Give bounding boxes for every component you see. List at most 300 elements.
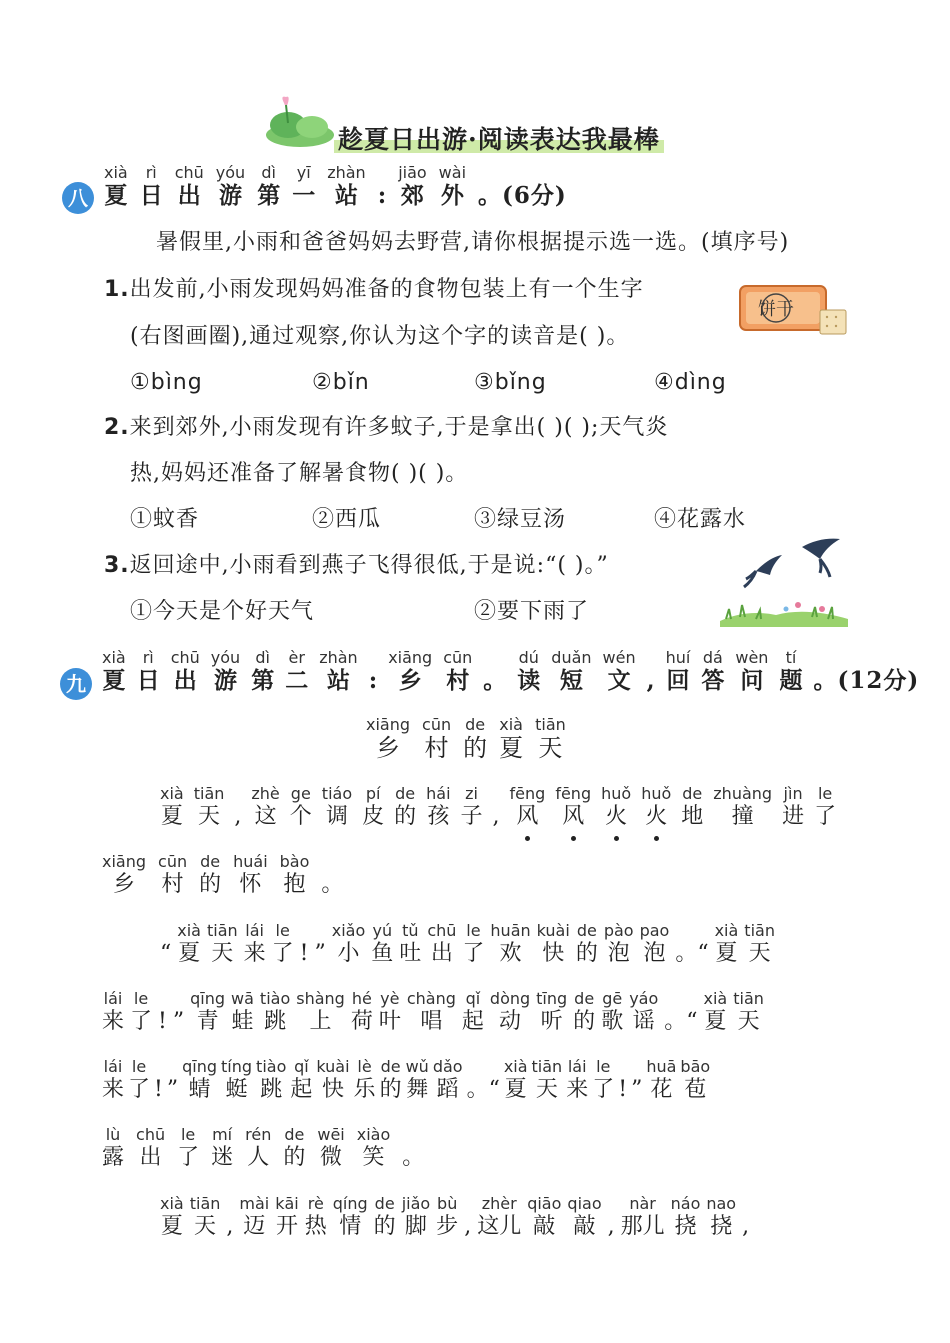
hanzi: 来 bbox=[102, 1009, 125, 1034]
pinyin: yóu bbox=[210, 648, 241, 667]
pinyin: chū bbox=[427, 921, 457, 940]
story-line-4 bbox=[102, 990, 770, 1036]
ruby-char bbox=[463, 716, 487, 762]
hanzi: 蛙 bbox=[231, 1009, 254, 1034]
pinyin: de bbox=[576, 921, 597, 940]
ruby-char bbox=[517, 649, 540, 695]
hanzi: 情 bbox=[339, 1214, 362, 1239]
pinyin: lái bbox=[103, 989, 123, 1008]
pinyin: tíng bbox=[221, 1057, 253, 1076]
ruby-char bbox=[378, 164, 387, 210]
pinyin: èr bbox=[288, 648, 305, 667]
pinyin: jiāo bbox=[398, 163, 427, 182]
hanzi: 夏 bbox=[102, 667, 126, 694]
pinyin: cūn bbox=[422, 715, 452, 734]
ruby-char bbox=[160, 785, 184, 831]
ruby-char bbox=[640, 922, 670, 968]
hanzi: 出 bbox=[173, 667, 197, 694]
ruby-char bbox=[704, 990, 728, 1036]
pinyin: lè bbox=[357, 1057, 372, 1076]
question-2-line-2: 热,妈妈还准备了解暑食物( )( )。 bbox=[130, 461, 469, 486]
ruby-char bbox=[160, 1195, 184, 1241]
hanzi: 火 bbox=[605, 804, 628, 829]
hanzi: 风 bbox=[516, 804, 539, 829]
hanzi: 挠 bbox=[710, 1214, 733, 1239]
biscuit-package-icon bbox=[736, 280, 852, 340]
pinyin: xiào bbox=[356, 1125, 391, 1144]
ruby-char bbox=[226, 1195, 233, 1241]
hanzi: 回 bbox=[666, 667, 690, 694]
story-line-6 bbox=[102, 1126, 436, 1172]
hanzi: 泡 bbox=[607, 941, 630, 966]
ruby-char bbox=[555, 785, 591, 831]
hanzi: 游 bbox=[214, 667, 237, 694]
ruby-char bbox=[371, 922, 393, 968]
pinyin: tiān bbox=[535, 715, 566, 734]
ruby-char bbox=[706, 1195, 736, 1241]
pinyin: mí bbox=[212, 1125, 233, 1144]
pinyin: xiǎo bbox=[331, 921, 366, 940]
pinyin: tí bbox=[785, 648, 797, 667]
pinyin: yè bbox=[380, 989, 400, 1008]
pinyin: jiǎo bbox=[401, 1194, 431, 1213]
pinyin: huǒ bbox=[601, 784, 632, 803]
pinyin: fēng bbox=[555, 784, 592, 803]
ruby-char bbox=[681, 785, 703, 831]
hanzi: 脚 bbox=[404, 1214, 427, 1239]
ruby-char bbox=[216, 164, 245, 210]
pinyin: nao bbox=[706, 1194, 737, 1213]
pinyin: kuài bbox=[536, 921, 570, 940]
ruby-char bbox=[137, 649, 160, 695]
hanzi: ” bbox=[172, 1009, 185, 1034]
page-header-title: 趁夏日出游·阅读表达我最棒 bbox=[334, 120, 664, 156]
section-badge-9: 九 bbox=[60, 668, 92, 700]
pinyin: jìn bbox=[783, 784, 803, 803]
swallows-over-grass-icon bbox=[716, 533, 852, 629]
pinyin: zhàn bbox=[327, 163, 366, 182]
section-8-title bbox=[104, 164, 567, 210]
ruby-char bbox=[402, 1195, 430, 1241]
ruby-char bbox=[275, 1195, 299, 1241]
pinyin: huān bbox=[490, 921, 531, 940]
ruby-char bbox=[601, 990, 623, 1036]
hanzi: , bbox=[464, 1214, 472, 1239]
ruby-char bbox=[566, 1058, 588, 1104]
hanzi: 听 bbox=[540, 1009, 563, 1034]
question-1-number: 1. bbox=[104, 277, 130, 302]
section-9-score: 。(12分) bbox=[813, 667, 920, 694]
hanzi: 来 bbox=[243, 941, 266, 966]
ruby-char bbox=[167, 1058, 178, 1104]
hanzi: 夏 bbox=[504, 1077, 527, 1102]
pinyin: fēng bbox=[509, 784, 546, 803]
pinyin: wā bbox=[231, 989, 254, 1008]
pinyin: le bbox=[133, 989, 149, 1008]
ruby-char bbox=[814, 785, 836, 831]
ruby-char bbox=[439, 164, 466, 210]
biscuit-label: 饼干 bbox=[758, 299, 794, 320]
q1-option-4: ④dìng bbox=[654, 370, 727, 395]
ruby-char bbox=[104, 164, 128, 210]
pinyin: chū bbox=[136, 1125, 166, 1144]
ruby-char bbox=[158, 990, 167, 1036]
pinyin: xià bbox=[160, 1194, 184, 1213]
hanzi: 村 bbox=[446, 667, 470, 694]
hanzi: 起 bbox=[290, 1077, 313, 1102]
hanzi: 夏 bbox=[160, 1214, 183, 1239]
hanzi: 站 bbox=[334, 182, 358, 209]
pinyin: zi bbox=[465, 784, 478, 803]
pinyin: kāi bbox=[275, 1194, 299, 1213]
pinyin: huí bbox=[665, 648, 691, 667]
hanzi: 了 bbox=[271, 941, 294, 966]
hanzi: 。“ bbox=[675, 941, 709, 966]
pinyin: pao bbox=[639, 921, 670, 940]
pinyin: xià bbox=[177, 921, 201, 940]
hanzi: 快 bbox=[321, 1077, 344, 1102]
story-line-5 bbox=[102, 1058, 714, 1104]
ruby-char bbox=[504, 1058, 528, 1104]
story-line-2 bbox=[102, 853, 355, 899]
ruby-char bbox=[477, 1195, 521, 1241]
ruby-char bbox=[194, 785, 225, 831]
ruby-char bbox=[128, 1058, 150, 1104]
ruby-char bbox=[618, 1058, 627, 1104]
hanzi: ” bbox=[314, 941, 326, 966]
ruby-char bbox=[426, 785, 450, 831]
ruby-char bbox=[290, 1058, 312, 1104]
pinyin: yóu bbox=[215, 163, 246, 182]
pinyin: zhè bbox=[251, 784, 280, 803]
ruby-char bbox=[427, 922, 456, 968]
ruby-char bbox=[245, 1126, 271, 1172]
hanzi: ! bbox=[158, 1009, 167, 1034]
pinyin: xià bbox=[703, 989, 728, 1008]
q2-option-2: ②西瓜 bbox=[312, 507, 382, 532]
ruby-char bbox=[366, 716, 410, 762]
ruby-char bbox=[102, 1126, 124, 1172]
hanzi: , bbox=[742, 1214, 750, 1239]
hanzi: 读 bbox=[517, 667, 541, 694]
hanzi: 的 bbox=[463, 734, 488, 762]
ruby-char bbox=[380, 1058, 402, 1104]
hanzi: 郊 bbox=[400, 182, 424, 209]
pinyin: pào bbox=[603, 921, 634, 940]
hanzi: 蜻 bbox=[188, 1077, 211, 1102]
hanzi: 了 bbox=[130, 1009, 153, 1034]
ruby-char bbox=[260, 990, 290, 1036]
ruby-char bbox=[173, 990, 184, 1036]
hanzi: 了 bbox=[462, 941, 485, 966]
hanzi: 快 bbox=[542, 941, 565, 966]
hanzi: 孩 bbox=[427, 804, 450, 829]
pinyin: tiào bbox=[259, 989, 291, 1008]
ruby-char bbox=[464, 1195, 471, 1241]
lotus-leaf-icon bbox=[262, 95, 338, 151]
pinyin: dòng bbox=[489, 989, 531, 1008]
ruby-char bbox=[379, 990, 401, 1036]
question-2-line-1 bbox=[104, 414, 668, 442]
ruby-char bbox=[102, 649, 126, 695]
hanzi: 文 bbox=[607, 667, 631, 694]
pinyin: tiáo bbox=[321, 784, 353, 803]
hanzi: , bbox=[492, 804, 500, 829]
ruby-char bbox=[592, 1058, 614, 1104]
hanzi: 笑 bbox=[362, 1145, 385, 1170]
q2-option-4: ④花露水 bbox=[654, 507, 747, 532]
pinyin: tiān bbox=[733, 989, 764, 1008]
hanzi: 撞 bbox=[731, 804, 754, 829]
ruby-char bbox=[462, 922, 484, 968]
pinyin: qǐ bbox=[465, 989, 481, 1008]
pinyin: de bbox=[200, 852, 221, 871]
ruby-char bbox=[285, 649, 308, 695]
hanzi: 游 bbox=[219, 182, 242, 209]
ruby-char bbox=[532, 1058, 563, 1104]
hanzi: 子 bbox=[460, 804, 483, 829]
ruby-char bbox=[290, 785, 312, 831]
hanzi: 的 bbox=[394, 804, 417, 829]
ruby-char bbox=[136, 1126, 165, 1172]
pinyin: yú bbox=[372, 921, 393, 940]
pinyin: de bbox=[465, 715, 486, 734]
pinyin: lái bbox=[567, 1057, 587, 1076]
ruby-char bbox=[102, 990, 124, 1036]
hanzi: 夏 bbox=[715, 941, 738, 966]
ruby-char bbox=[130, 990, 152, 1036]
q3-option-1: ①今天是个好天气 bbox=[130, 599, 315, 624]
section-8-intro: 暑假里,小雨和爸爸妈妈去野营,请你根据提示选一选。(填序号) bbox=[156, 230, 790, 255]
pinyin: xià bbox=[104, 163, 128, 182]
hanzi: ! bbox=[618, 1077, 628, 1102]
ruby-char bbox=[666, 649, 691, 695]
hanzi: 唱 bbox=[420, 1009, 443, 1034]
pinyin: cūn bbox=[158, 852, 188, 871]
pinyin: dì bbox=[255, 648, 270, 667]
ruby-char bbox=[604, 922, 634, 968]
pinyin: dú bbox=[518, 648, 539, 667]
pinyin: xià bbox=[499, 715, 523, 734]
hanzi: 村 bbox=[424, 734, 449, 762]
ruby-char bbox=[402, 1126, 424, 1172]
pinyin: wēi bbox=[317, 1125, 345, 1144]
ruby-char bbox=[177, 922, 201, 968]
ruby-char bbox=[493, 785, 500, 831]
hanzi: ! bbox=[299, 941, 309, 966]
hanzi: 。“ bbox=[664, 1009, 698, 1034]
ruby-char bbox=[199, 853, 221, 899]
ruby-char bbox=[239, 1195, 269, 1241]
hanzi: 怀 bbox=[239, 872, 262, 897]
story-line-1 bbox=[160, 785, 846, 831]
hanzi: 跳 bbox=[264, 1009, 287, 1034]
pinyin: le bbox=[817, 784, 833, 803]
pinyin: hé bbox=[351, 989, 372, 1008]
hanzi: ! bbox=[154, 1077, 163, 1102]
question-1-line-1 bbox=[104, 276, 644, 304]
pinyin: chū bbox=[170, 648, 200, 667]
hanzi: 来 bbox=[566, 1077, 589, 1102]
ruby-char bbox=[175, 164, 204, 210]
pinyin: nàr bbox=[629, 1194, 656, 1213]
pinyin: qíng bbox=[332, 1194, 368, 1213]
ruby-char bbox=[551, 649, 591, 695]
hanzi: 短 bbox=[559, 667, 583, 694]
ruby-char bbox=[744, 922, 775, 968]
pinyin: le bbox=[466, 921, 481, 940]
hanzi: 乡 bbox=[113, 872, 136, 897]
ruby-char bbox=[182, 1058, 217, 1104]
ruby-char bbox=[735, 649, 768, 695]
hanzi: 。 bbox=[321, 872, 344, 897]
ruby-char bbox=[436, 1195, 458, 1241]
pinyin: xiāng bbox=[102, 852, 147, 871]
ruby-char bbox=[398, 164, 426, 210]
ruby-char bbox=[537, 922, 570, 968]
ruby-char bbox=[231, 990, 254, 1036]
hanzi: 来 bbox=[102, 1077, 125, 1102]
pinyin: de bbox=[682, 784, 703, 803]
ruby-char bbox=[701, 649, 724, 695]
pinyin: dǎo bbox=[432, 1057, 463, 1076]
pinyin: huái bbox=[233, 852, 268, 871]
pinyin: xiāng bbox=[366, 715, 411, 734]
question-3-text: 返回途中,小雨看到燕子飞得很低,于是说:“( )。” bbox=[129, 553, 609, 578]
pinyin: mài bbox=[239, 1194, 270, 1213]
pinyin: zhèr bbox=[481, 1194, 517, 1213]
ruby-char bbox=[601, 785, 631, 831]
pinyin: xià bbox=[714, 921, 739, 940]
pinyin: tiān bbox=[189, 1194, 221, 1213]
ruby-char bbox=[499, 716, 523, 762]
hanzi: 迷 bbox=[211, 1145, 234, 1170]
hanzi: 了 bbox=[128, 1077, 151, 1102]
pinyin: ge bbox=[290, 784, 311, 803]
pinyin: tīng bbox=[536, 989, 568, 1008]
hanzi: 。“ bbox=[466, 1077, 500, 1102]
hanzi: , bbox=[226, 1214, 234, 1239]
ruby-char bbox=[733, 990, 764, 1036]
ruby-char bbox=[190, 990, 225, 1036]
ruby-char bbox=[256, 1058, 286, 1104]
pinyin: duǎn bbox=[551, 648, 592, 667]
hanzi: 外 bbox=[440, 182, 464, 209]
hanzi: 步 bbox=[436, 1214, 459, 1239]
hanzi: “ bbox=[160, 941, 172, 966]
hanzi: 。 bbox=[483, 667, 507, 694]
pinyin: shàng bbox=[296, 989, 345, 1008]
ruby-char bbox=[158, 853, 187, 899]
hanzi: 站 bbox=[326, 667, 350, 694]
hanzi: 出 bbox=[139, 1145, 162, 1170]
pinyin: de bbox=[574, 989, 595, 1008]
hanzi: 微 bbox=[320, 1145, 343, 1170]
hanzi: 吐 bbox=[399, 941, 422, 966]
ruby-char bbox=[483, 649, 506, 695]
hanzi: 题 bbox=[779, 667, 803, 694]
pinyin: tiān bbox=[193, 784, 225, 803]
ruby-char bbox=[608, 1195, 615, 1241]
ruby-char bbox=[300, 922, 309, 968]
section-badge-8: 八 bbox=[62, 182, 94, 214]
hanzi: 泡 bbox=[643, 941, 666, 966]
pinyin: yī bbox=[296, 163, 311, 182]
ruby-char bbox=[357, 1126, 391, 1172]
hanzi: 的 bbox=[283, 1145, 306, 1170]
hanzi: 热 bbox=[304, 1214, 327, 1239]
hanzi: 风 bbox=[562, 804, 585, 829]
hanzi: 青 bbox=[196, 1009, 219, 1034]
pinyin: rì bbox=[142, 648, 154, 667]
hanzi: 这儿 bbox=[477, 1214, 522, 1239]
hanzi: 开 bbox=[275, 1214, 298, 1239]
ruby-char bbox=[671, 1195, 701, 1241]
pinyin: xià bbox=[102, 648, 126, 667]
ruby-char bbox=[292, 164, 315, 210]
pinyin: qiao bbox=[567, 1194, 602, 1213]
q3-option-2: ②要下雨了 bbox=[474, 599, 590, 624]
hanzi: 一 bbox=[292, 182, 316, 209]
q2-option-3: ③绿豆汤 bbox=[474, 507, 567, 532]
hanzi: 。 bbox=[402, 1145, 425, 1170]
hanzi: 天 bbox=[198, 804, 221, 829]
pinyin: rè bbox=[307, 1194, 324, 1213]
ruby-char bbox=[406, 1058, 429, 1104]
pinyin: de bbox=[284, 1125, 305, 1144]
ruby-char bbox=[257, 164, 280, 210]
hanzi: 小 bbox=[337, 941, 360, 966]
ruby-char bbox=[527, 1195, 561, 1241]
pinyin: huǒ bbox=[641, 784, 672, 803]
hanzi: 二 bbox=[285, 667, 309, 694]
ruby-char bbox=[462, 990, 484, 1036]
ruby-char bbox=[646, 1058, 676, 1104]
pinyin: rén bbox=[245, 1125, 272, 1144]
hanzi: 答 bbox=[701, 667, 725, 694]
hanzi: 的 bbox=[373, 1214, 396, 1239]
ruby-char bbox=[272, 922, 294, 968]
ruby-char bbox=[742, 1195, 749, 1241]
hanzi: 日 bbox=[136, 667, 160, 694]
hanzi: 天 bbox=[748, 941, 771, 966]
hanzi: 的 bbox=[199, 872, 222, 897]
ruby-char bbox=[221, 1058, 252, 1104]
hanzi: 个 bbox=[289, 804, 312, 829]
hanzi: 了 bbox=[814, 804, 837, 829]
ruby-char bbox=[510, 785, 546, 831]
q1-option-1: ①bìng bbox=[130, 370, 203, 395]
ruby-char bbox=[317, 1126, 344, 1172]
ruby-char bbox=[621, 1195, 665, 1241]
ruby-char bbox=[321, 853, 343, 899]
ruby-char bbox=[244, 922, 266, 968]
hanzi: 天 bbox=[211, 941, 234, 966]
hanzi: 乡 bbox=[376, 734, 400, 762]
ruby-char bbox=[631, 1058, 642, 1104]
story-line-3 bbox=[160, 922, 781, 968]
question-1-line-2: (右图画圈),通过观察,你认为这个字的读音是( )。 bbox=[130, 324, 630, 349]
pinyin: cūn bbox=[443, 648, 473, 667]
q1-option-3: ③bǐng bbox=[474, 370, 547, 395]
ruby-char bbox=[251, 649, 274, 695]
ruby-char bbox=[296, 990, 345, 1036]
ruby-char bbox=[333, 1195, 368, 1241]
pinyin: xiāng bbox=[388, 648, 433, 667]
hanzi: 鱼 bbox=[371, 941, 394, 966]
pinyin: tiào bbox=[256, 1057, 287, 1076]
ruby-char bbox=[315, 922, 326, 968]
